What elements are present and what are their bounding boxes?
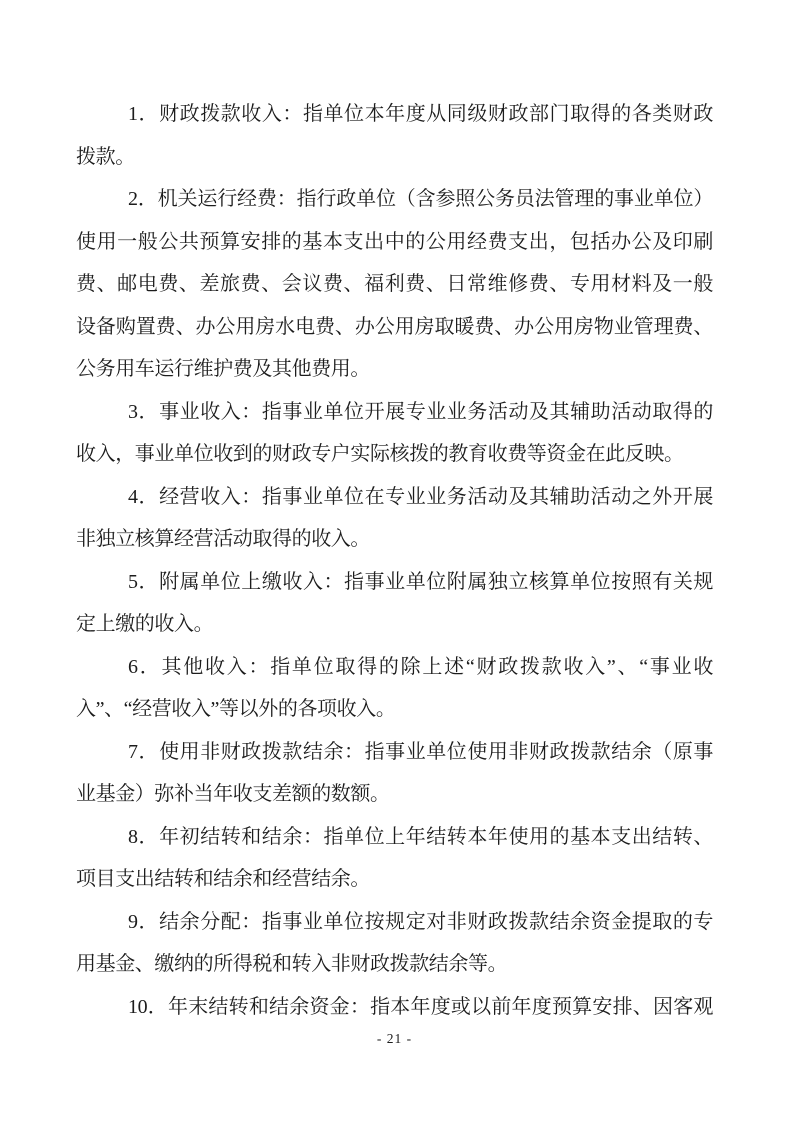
paragraph-4-line-1: 4．经营收入：指事业单位在专业业务活动及其辅助活动之外开展	[128, 485, 713, 508]
page-number: - 21 -	[376, 1031, 413, 1046]
paragraph-4-line-2: 非独立核算经营活动取得的收入。	[76, 528, 370, 550]
paragraph-2-line-3: 费、邮电费、差旅费、会议费、福利费、日常维修费、专用材料及一般	[76, 273, 713, 295]
paragraph-7-line-1: 7．使用非财政拨款结余：指事业单位使用非财政拨款结余（原事	[128, 740, 713, 763]
paragraph-10-line-1: 10．年末结转和结余资金：指本年度或以前年度预算安排、因客观	[128, 995, 713, 1018]
paragraph-5-line-1: 5．附属单位上缴收入：指事业单位附属独立核算单位按照有关规	[128, 570, 713, 593]
paragraph-9-line-2: 用基金、缴纳的所得税和转入非财政拨款结余等。	[76, 953, 508, 975]
paragraph-6-line-2: 入”、“经营收入”等以外的各项收入。	[76, 698, 396, 720]
paragraph-6-line-1: 6．其他收入：指单位取得的除上述“财政拨款收入”、“事业收	[128, 655, 713, 678]
paragraph-1-line-1: 1．财政拨款收入：指单位本年度从同级财政部门取得的各类财政	[128, 103, 713, 125]
paragraph-2-line-5: 公务用车运行维护费及其他费用。	[76, 358, 370, 380]
document-body	[76, 93, 713, 1028]
paragraph-2-line-1: 2．机关运行经费：指行政单位（含参照公务员法管理的事业单位）	[128, 188, 713, 210]
paragraph-5-line-2: 定上缴的收入。	[76, 613, 214, 635]
paragraph-9-line-1: 9．结余分配：指事业单位按规定对非财政拨款结余资金提取的专	[128, 910, 713, 933]
paragraph-3-line-2: 收入，事业单位收到的财政专户实际核拨的教育收费等资金在此反映。	[76, 443, 684, 465]
paragraph-3-line-1: 3．事业收入：指事业单位开展专业业务活动及其辅助活动取得的	[128, 400, 713, 423]
paragraph-8-line-2: 项目支出结转和结余和经营结余。	[76, 868, 370, 890]
paragraph-8-line-1: 8．年初结转和结余：指单位上年结转本年使用的基本支出结转、	[128, 825, 713, 848]
paragraph-1-line-2: 拨款。	[76, 145, 135, 168]
paragraph-2-line-2: 使用一般公共预算安排的基本支出中的公用经费支出，包括办公及印刷	[76, 230, 713, 253]
paragraph-2-line-4: 设备购置费、办公用房水电费、办公用房取暖费、办公用房物业管理费、	[76, 315, 713, 338]
paragraph-7-line-2: 业基金）弥补当年收支差额的数额。	[76, 783, 390, 805]
